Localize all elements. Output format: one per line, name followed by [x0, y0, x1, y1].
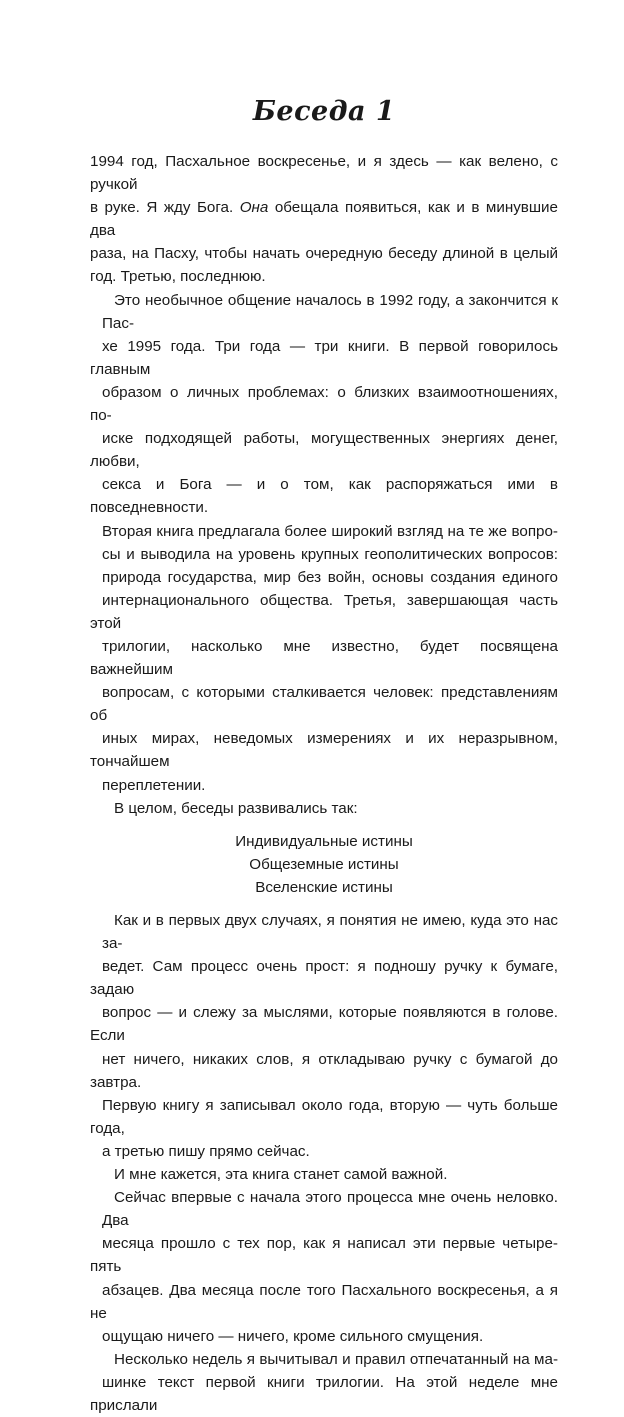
text-line: абзацев. Два месяца после того Пасхального воскресенья, а я не [90, 1281, 558, 1322]
text-line: Как и в первых двух случаях, я понятия не имею, куда это нас за- [102, 912, 558, 953]
book-page [90, 0, 558, 1417]
text-line: ощущаю ничего — ничего, кроме сильного смущения. [102, 1327, 484, 1345]
text-line: вопрос — и слежу за мыслями, которые появляются в голове. Если [90, 1004, 558, 1045]
paragraph-5 [90, 1163, 558, 1186]
text-line: нет ничего, никаких слов, я откладываю ручку с бумагой до завтра. [90, 1050, 558, 1091]
text-line: И мне кажется, эта книга станет самой важной. [114, 1166, 448, 1184]
text-line [90, 196, 558, 242]
text-line: иных мирах, неведомых измерениях и их неразрывном, тончайшем [90, 730, 558, 771]
verse-line: Вселенские истины [255, 878, 393, 896]
text-line: 1994 год, Пасхальное воскресенье, и я здесь — как велено, с ручкой [90, 153, 558, 194]
text-line: сы и выводила на уровень крупных геополитических вопросов: [102, 545, 558, 563]
paragraph-3 [90, 797, 558, 820]
text-line: иске подходящей работы, могущественных энергиях денег, любви, [90, 430, 558, 471]
italic-word: Она [239, 199, 269, 217]
verse-line: Индивидуальные истины [235, 832, 413, 850]
text-line: шинке текст первой книги трилогии. На этой неделе мне прислали [90, 1373, 558, 1414]
text-line: секса и Бога — и о том, как распоряжаться ими в повседневности. [90, 476, 558, 517]
text-line: Вторая книга предлагала более широкий взгляд на те же вопро- [102, 522, 558, 540]
text-line: Это необычное общение началось в 1992 году, а закончится к Пас- [102, 291, 558, 332]
verse-line: Общеземные истины [249, 855, 399, 873]
text-line: интернационального общества. Третья, завершающая часть этой [90, 591, 558, 632]
text-line: год. Третью, последнюю. [90, 268, 266, 286]
text-line: раза, на Пасху, чтобы начать очередную беседу длиной в целый [90, 245, 558, 263]
text-line: В целом, беседы развивались так: [114, 799, 358, 817]
text-line: Первую книгу я записывал около года, вторую — чуть больше года, [90, 1096, 558, 1137]
paragraph-6 [90, 1186, 558, 1348]
chapter-title: Беседа 1 [252, 96, 396, 127]
text-line: образом о личных проблемах: о близких взаимоотношениях, по- [90, 383, 558, 425]
paragraph-4 [90, 909, 558, 1163]
text-fragment: в руке. Я жду Бога. [90, 199, 240, 217]
text-line: ведет. Сам процесс очень прост: я подношу ручку к бумаге, задаю [90, 958, 558, 999]
text-line: месяца прошло с тех пор, как я написал эти первые четыре-пять [90, 1235, 558, 1276]
text-line: вопросам, с которыми сталкивается человек: представлениям об [90, 684, 558, 725]
text-line: трилогии, насколько мне известно, будет посвящена важнейшим [90, 637, 558, 679]
text-line: природа государства, мир без войн, основы создания единого [102, 568, 558, 586]
text-line: переплетении. [102, 776, 206, 794]
verse-block [90, 830, 558, 899]
text-fragment: обещала появиться, как и в минувшие два [90, 199, 558, 240]
text-line: а третью пишу прямо сейчас. [102, 1142, 310, 1160]
paragraph-7 [90, 1348, 558, 1417]
text-line: хе 1995 года. Три года — три книги. В первой говорилось главным [90, 337, 558, 378]
text-line: Сейчас впервые с начала этого процесса мне очень неловко. Два [102, 1189, 558, 1230]
text-line: Несколько недель я вычитывал и правил отпечатанный на ма- [114, 1350, 558, 1368]
paragraph-1 [90, 150, 558, 289]
paragraph-2 [90, 289, 558, 797]
body-text [90, 150, 558, 1417]
